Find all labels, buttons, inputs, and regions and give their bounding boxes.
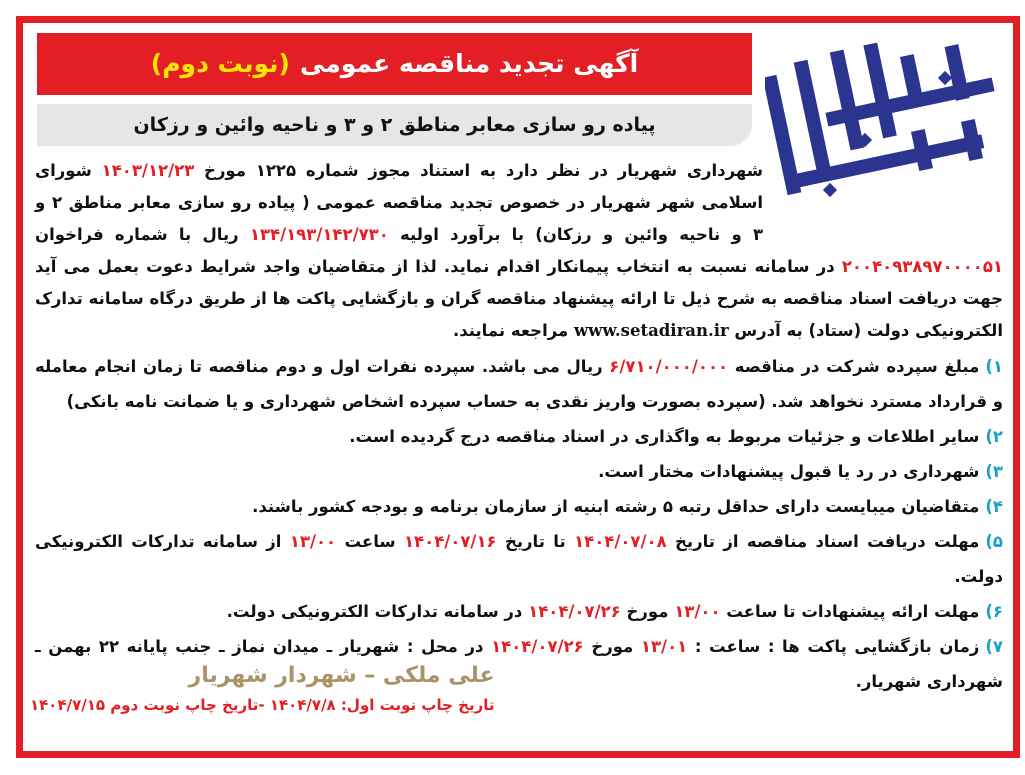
item-number: ۴) xyxy=(985,497,1003,516)
estimate-amount: ۱۳۴/۱۹۳/۱۴۲/۷۳۰ xyxy=(249,225,389,244)
item-text: شهرداری در رد یا قبول پیشنهادات مختار است. xyxy=(598,462,980,481)
date-value: ۱۴۰۴/۰۷/۰۸ xyxy=(574,532,667,551)
list-item xyxy=(35,524,1003,594)
item-text: در سامانه تدارکات الکترونیکی دولت. xyxy=(226,602,529,621)
conditions-list xyxy=(35,349,1003,699)
item-text: مهلت ارائه پیشنهادات تا ساعت xyxy=(720,602,980,621)
item-number: ۶) xyxy=(985,602,1003,621)
item-number: ۷) xyxy=(985,637,1003,656)
print-dates: تاریخ چاپ نوبت اول: ۱۴۰۴/۷/۸ -تاریخ چاپ نوبت دوم ۱۴۰۴/۷/۱۵ xyxy=(30,696,495,714)
list-item xyxy=(35,349,1003,419)
item-text: مورخ xyxy=(583,637,641,656)
item-text: مبلغ سپرده شرکت در مناقصه xyxy=(728,357,980,376)
title-bar xyxy=(37,33,752,95)
item-text: ساعت xyxy=(336,532,404,551)
date-value: ۱۴۰۴/۰۷/۲۶ xyxy=(528,602,621,621)
ad-body xyxy=(35,155,1003,699)
time-value: ۱۳/۰۱ xyxy=(640,637,688,656)
signature-block xyxy=(30,660,494,718)
item-number: ۱) xyxy=(985,357,1003,376)
item-text: در محل : شهریار ـ میدان نماز ـ جنب پایانه ۲۲ بهمن ـ شهرداری شهریار. xyxy=(35,637,1003,691)
title-text: آگهی تجدید مناقصه عمومی xyxy=(299,49,639,78)
subtitle-bar: پیاده رو سازی معابر مناطق ۲ و ۳ و ناحیه وائین و رزکان xyxy=(37,104,752,146)
item-number: ۳) xyxy=(985,462,1003,481)
item-text: تا تاریخ xyxy=(496,532,575,551)
ad-frame xyxy=(16,16,1020,758)
list-item xyxy=(35,489,1003,524)
intro-text: شهرداری شهریار در نظر دارد به استناد مجوز شماره ۱۲۲۵ مورخ xyxy=(194,161,763,180)
list-item xyxy=(35,594,1003,629)
permit-date: ۱۴۰۳/۱۲/۲۳ xyxy=(101,161,195,180)
item-number: ۵) xyxy=(985,532,1003,551)
date-value: ۱۴۰۴/۰۷/۲۶ xyxy=(491,637,584,656)
deposit-amount: ۶/۷۱۰/۰۰۰/۰۰۰ xyxy=(609,357,729,376)
item-text: مهلت دریافت اسناد مناقصه از تاریخ xyxy=(666,532,980,551)
item-text: ریال می باشد. سپرده نفرات اول و دوم مناقصه تا زمان انجام معامله و قرارداد مسترد نخواهد شد. (سپرده بصورت واریز نقدی به حساب سپرده اشخاص شهرداری و یا ضمانت نامه بانکی) xyxy=(35,357,1003,411)
intro-text: شورای اسلامی شهر شهریار در خصوص تجدید مناقصه عمومی ( پیاده رو سازی معابر مناطق ۲ و ۳ و ناحیه وائین و رزکان) با برآورد اولیه xyxy=(35,161,764,244)
item-text: از سامانه تدارکات الکترونیکی دولت. xyxy=(35,532,1003,586)
title-highlight: (نوبت دوم) xyxy=(150,49,290,78)
intro-text: در سامانه نسبت به انتخاب پیمانکار اقدام نماید. لذا از متقاضیان واجد شرایط دعوت بعمل می آید جهت دریافت اسناد مناقصه به شرح ذیل تا ارائه پیشنهاد مناقصه گران و بازگشایی پاکت ها از طریق درگاه سامانه تدارک الکترونیکی دولت (ستاد) به آدرس xyxy=(35,257,1003,340)
item-text: متقاضیان میبایست دارای حداقل رتبه ۵ رشته ابنیه از سازمان برنامه و بودجه کشور باشند. xyxy=(252,497,980,516)
intro-text: ریال با شماره فراخوان xyxy=(35,225,250,244)
setadiran-link[interactable]: www.setadiran.ir xyxy=(573,321,729,340)
item-number: ۲) xyxy=(985,427,1003,446)
item-text: سایر اطلاعات و جزئیات مربوط به واگذاری در اسناد مناقصه درج گردیده است. xyxy=(349,427,980,446)
time-value: ۱۳/۰۰ xyxy=(674,602,721,621)
mayor-signature: علی ملکی – شهردار شهریار xyxy=(188,663,495,688)
item-text: زمان بازگشایی پاکت ها : ساعت : xyxy=(687,637,980,656)
date-value: ۱۴۰۴/۰۷/۱۶ xyxy=(403,532,497,551)
list-item xyxy=(35,419,1003,454)
intro-text: مراجعه نمایند. xyxy=(452,321,574,340)
call-number: ۲۰۰۴۰۹۳۸۹۷۰۰۰۰۵۱ xyxy=(841,257,1003,276)
item-text: مورخ xyxy=(620,602,675,621)
list-item xyxy=(35,454,1003,489)
time-value: ۱۳/۰۰ xyxy=(289,532,337,551)
